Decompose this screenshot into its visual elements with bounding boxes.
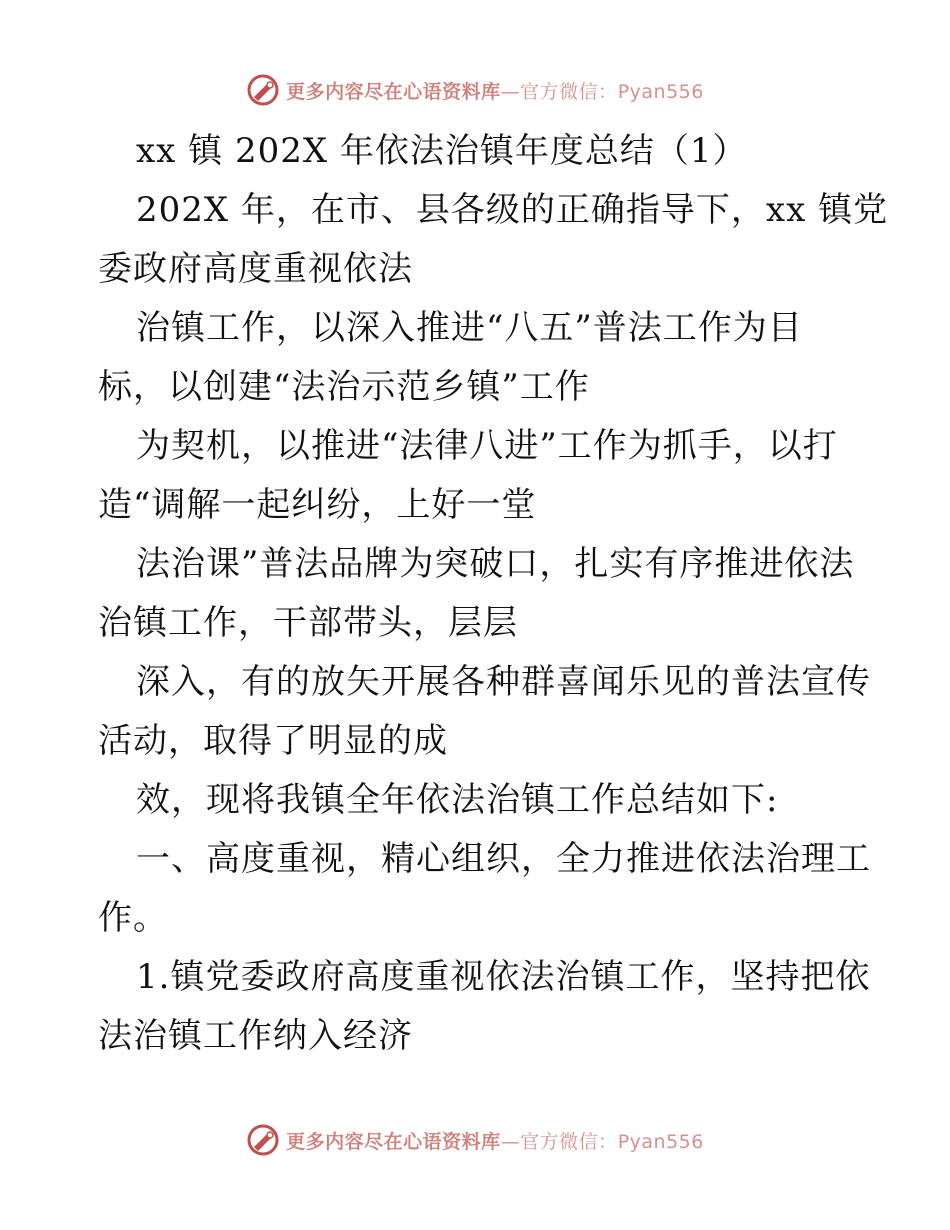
header-watermark bbox=[0, 70, 950, 110]
document-title: xx 镇 202X 年依法治镇年度总结（1） bbox=[136, 131, 748, 171]
brand-logo-icon bbox=[246, 73, 280, 107]
brand-logo-icon bbox=[246, 1123, 280, 1157]
paragraph-line: 委政府高度重视依法 bbox=[98, 249, 413, 289]
watermark-separator: — bbox=[500, 1130, 521, 1153]
paragraph-line: 1.镇党委政府高度重视依法治镇工作，坚持把依 bbox=[136, 957, 871, 997]
paragraph-line: 为契机，以推进“法律八进”工作为抓手，以打 bbox=[136, 426, 838, 466]
watermark-text bbox=[286, 77, 704, 104]
paragraph-line: 深入，有的放矢开展各种群喜闻乐见的普法宣传 bbox=[136, 662, 871, 702]
watermark-text bbox=[286, 1127, 704, 1154]
paragraph-line: 法治镇工作纳入经济 bbox=[98, 1016, 413, 1056]
watermark-contact-label: 官方微信： bbox=[520, 80, 618, 103]
document-body bbox=[98, 122, 889, 1066]
section-heading-continued: 作。 bbox=[98, 898, 168, 938]
paragraph-line: 活动，取得了明显的成 bbox=[98, 721, 448, 761]
watermark-separator: — bbox=[500, 80, 521, 103]
paragraph-line: 治镇工作，以深入推进“八五”普法工作为目 bbox=[136, 308, 803, 348]
watermark-contact-id: Pyan556 bbox=[617, 1130, 704, 1153]
watermark-contact-id: Pyan556 bbox=[617, 80, 704, 103]
watermark-site: 更多内容尽在心语资料库 bbox=[286, 80, 501, 103]
paragraph-line: 造“调解一起纠纷，上好一堂 bbox=[98, 485, 537, 525]
paragraph-line: 法治课”普法品牌为突破口，扎实有序推进依法 bbox=[136, 544, 855, 584]
watermark-site: 更多内容尽在心语资料库 bbox=[286, 1130, 501, 1153]
paragraph-line: 治镇工作，干部带头，层层 bbox=[98, 603, 518, 643]
paragraph-line: 效，现将我镇全年依法治镇工作总结如下: bbox=[136, 780, 779, 820]
footer-watermark bbox=[0, 1120, 950, 1160]
paragraph-line: 202X 年，在市、县各级的正确指导下，xx 镇党 bbox=[136, 190, 889, 230]
section-heading: 一、高度重视，精心组织，全力推进依法治理工 bbox=[136, 839, 871, 879]
watermark-contact-label: 官方微信： bbox=[520, 1130, 618, 1153]
paragraph-line: 标，以创建“法治示范乡镇”工作 bbox=[98, 367, 590, 407]
